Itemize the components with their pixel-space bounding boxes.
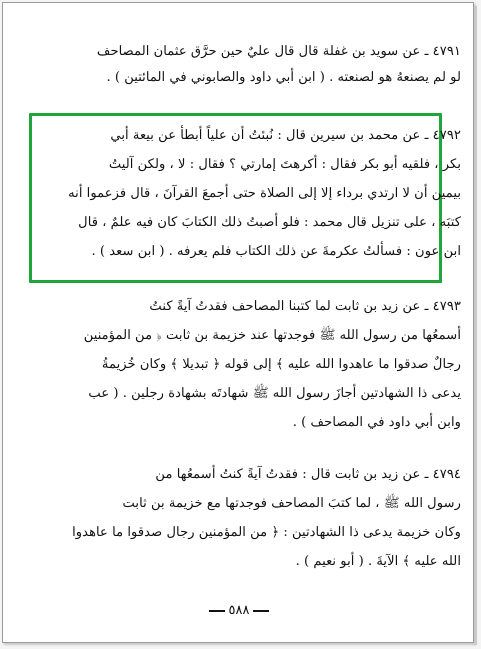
dash-right — [209, 610, 225, 612]
text-line: وكان خزيمة يدعى ذا الشهادتين : ﴿ من المؤمنين رجال صدقوا ما عاهدوا — [72, 525, 461, 540]
text-line: أسمعُها من رسول الله ﷺ فوجدتها عند خزيمة بن ثابت ﴿ من المؤمنين — [83, 328, 461, 343]
text-line: يدعى ذا الشهادتين أجازَ رسول الله ﷺ شهادتَه بشهادة رجلين . ( عب — [88, 386, 461, 401]
text-line: ٤٧٩٢ ـ عن محمد بن سيرين قال : نُبئتُ أن علياً أبطأ عن بيعة أبي — [110, 128, 461, 143]
text-line: كتبَه ، على تنزيل قال محمد : فلو أصبتُ ذلك الكتابَ كان فيه علمٌ ، قال — [78, 215, 461, 230]
entry-4793 — [23, 294, 461, 439]
entry-4794 — [23, 462, 461, 577]
page-shadow — [474, 6, 477, 645]
text-line: ابن عون : فسألتُ عكرمةَ عن ذلك الكتاب فلم يعرفه . ( ابن سعد ) . — [91, 244, 461, 259]
dash-left — [253, 610, 269, 612]
text-line: بيمين أن لا ارتدي برداء إلا إلى الصلاة حتى أجمعَ القرآنَ ، قال فزعموا أنه — [68, 186, 461, 201]
text-line: ٤٧٩٣ ـ عن زيد بن ثابت لما كتبنا المصاحف فقدتُ آيةً كنتُ — [149, 299, 461, 314]
text-line: الله عليه ﴾ الآيةَ . ( أبو نعيم ) . — [295, 554, 461, 569]
entry-4792 — [23, 123, 461, 263]
text-line: ٤٧٩١ ـ عن سويد بن غفلة قال قال عليٌ حين حرَّق عثمان المصاحف — [96, 44, 461, 59]
book-page — [2, 2, 474, 643]
text-line: رجالٌ صدقوا ما عاهدوا الله عليه ﴾ إلى قوله ﴿ تبديلا ﴾ وكان خُزيمةُ — [101, 357, 461, 372]
page-number — [3, 603, 475, 618]
text-line: لو لم يصنعهُ هو لصنعته . ( ابن أبي داود والصابوني في المائتين ) . — [106, 70, 461, 85]
text-line: بكر ، فلقيه أبو بكر فقال : أكرهتَ إمارتي ؟ فقال : لا ، ولكن آليتُ — [108, 157, 461, 172]
text-line: وابن أبي داود في المصاحف ) . — [292, 415, 461, 430]
entry-4791 — [23, 39, 461, 95]
text-line: ٤٧٩٤ ـ عن زيد بن ثابت قال : فقدتُ آيةً كنتُ أسمعُها من — [155, 467, 461, 482]
page-number-text: ٥٨٨ — [228, 603, 250, 618]
text-line: رسول الله ﷺ ، لما كتبَ المصاحف فوجدتها مع خزيمة بن ثابت — [122, 496, 461, 511]
